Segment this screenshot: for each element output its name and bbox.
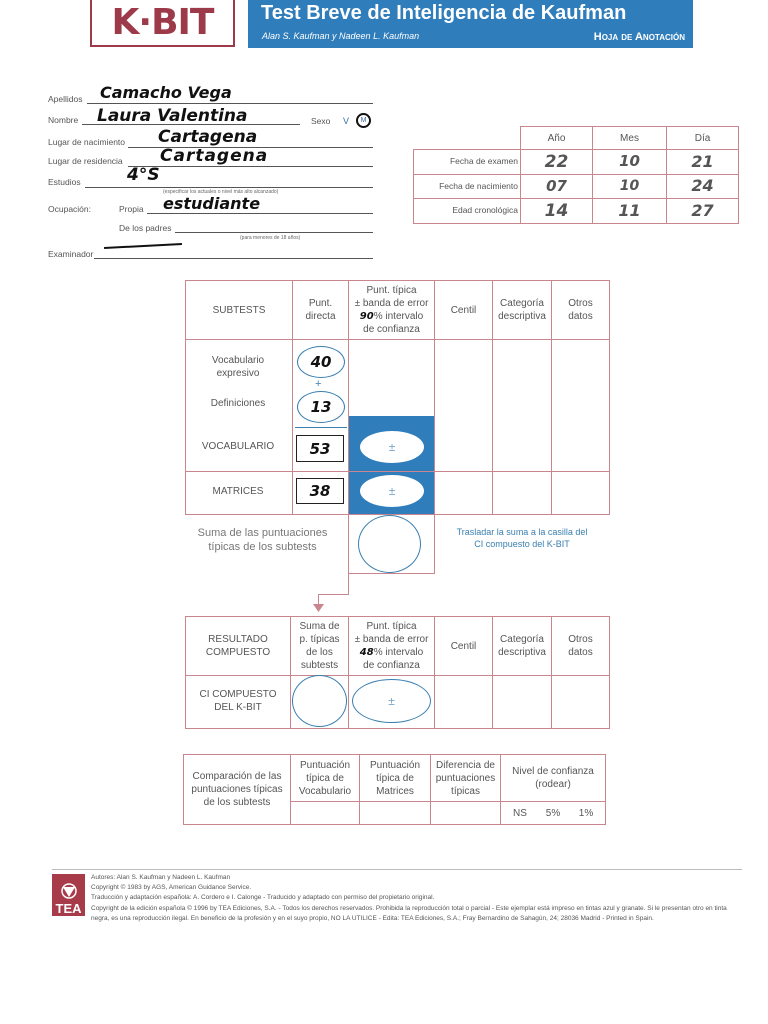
matrices-box[interactable] bbox=[296, 478, 344, 504]
fecha-nacimiento-ano: 07 bbox=[546, 176, 567, 195]
compuesto-header-otros: Otros datos bbox=[568, 634, 593, 658]
nivel-5-option[interactable]: 5% bbox=[545, 807, 561, 819]
footer-text bbox=[91, 873, 743, 924]
test-authors: Alan S. Kaufman y Nadeen L. Kaufman bbox=[262, 31, 420, 41]
estudios-label: Estudios bbox=[48, 177, 81, 187]
ocupacion-propia-label: Propia bbox=[119, 204, 144, 214]
kbit-logo bbox=[90, 0, 235, 47]
nivel-1-option[interactable]: 1% bbox=[578, 807, 594, 819]
tea-logo bbox=[52, 874, 85, 916]
header-subtests: SUBTESTS bbox=[212, 304, 266, 316]
definiciones-oval[interactable] bbox=[297, 391, 345, 423]
sexo-label: Sexo bbox=[311, 116, 331, 126]
header-punt-tipica: Punt. típica ± banda de error 90% intervalo de confianza bbox=[354, 285, 429, 335]
footer-divider bbox=[52, 869, 742, 870]
tea-logo-text: TEA bbox=[55, 901, 82, 916]
fecha-examen-label: Fecha de examen bbox=[449, 156, 518, 167]
ci-suma-circle[interactable] bbox=[292, 675, 347, 727]
nombre-label: Nombre bbox=[48, 115, 79, 125]
sexo-m-circled[interactable]: M bbox=[356, 113, 371, 128]
dates-header-ano: Año bbox=[547, 132, 566, 144]
nombre-value: Laura Valentina bbox=[97, 106, 248, 126]
dates-header-mes: Mes bbox=[620, 132, 639, 144]
lugar-residencia-value: Cartagena bbox=[160, 146, 269, 166]
edad-dia: 27 bbox=[691, 200, 714, 220]
definiciones-value: 13 bbox=[310, 398, 332, 416]
tea-emblem-icon bbox=[59, 883, 79, 899]
estudios-value: 4°S bbox=[127, 165, 160, 185]
fecha-nacimiento-dia: 24 bbox=[691, 176, 714, 196]
estudios-note: (especificar los actuales o nivel más alto alcanzado) bbox=[163, 189, 279, 195]
matrices-tipica-oval[interactable]: ± bbox=[360, 475, 424, 507]
ocupacion-note: (para menores de 18 años) bbox=[240, 235, 301, 241]
fecha-examen-ano: 22 bbox=[544, 151, 569, 172]
edad-cronologica-label: Edad cronológica bbox=[452, 205, 518, 216]
vocabulario-tipica-oval[interactable]: ± bbox=[360, 431, 424, 463]
header-otros: Otros datos bbox=[568, 298, 593, 322]
suma-circle[interactable] bbox=[358, 515, 421, 573]
comparacion-label: Comparación de las puntuaciones típicas de los subtests bbox=[191, 770, 283, 808]
lugar-residencia-label: Lugar de residencia bbox=[48, 156, 123, 166]
apellidos-label: Apellidos bbox=[48, 94, 83, 104]
vocab-expresivo-value: 40 bbox=[310, 353, 332, 371]
comparacion-col-nivel: Nivel de confianza (rodear) bbox=[512, 766, 594, 790]
ocupacion-label: Ocupación: bbox=[48, 204, 91, 214]
compuesto-header-categoria: Categoría descriptiva bbox=[498, 634, 546, 658]
lugar-nacimiento-value: Cartagena bbox=[158, 127, 258, 147]
lugar-nacimiento-label: Lugar de nacimiento bbox=[48, 137, 126, 147]
fecha-examen-mes: 10 bbox=[619, 152, 640, 171]
comparacion-col-matrices: Puntuación típica de Matrices bbox=[369, 759, 421, 797]
apellidos-value: Camacho Vega bbox=[100, 83, 232, 102]
header-suma-tipicas: Suma de p. típicas de los subtests bbox=[299, 621, 340, 671]
footer-authors: Autores: Alan S. Kaufman y Nadeen L. Kaufman bbox=[91, 874, 231, 881]
dates-header-dia: Día bbox=[694, 132, 711, 144]
comparacion-col-vocabulario: Puntuación típica de Vocabulario bbox=[298, 759, 352, 797]
matrices-value: 38 bbox=[309, 482, 331, 500]
kbit-logo-text: K·BIT bbox=[111, 2, 214, 43]
ci-compuesto-label: CI COMPUESTO DEL K-BIT bbox=[199, 689, 277, 713]
vocabulario-value: 53 bbox=[309, 439, 331, 458]
definiciones-label: Definiciones bbox=[210, 397, 266, 409]
footer-copyright-tea: Copyright de la edición española © 1996 by TEA Ediciones, S.A. - Todos los derechos reservados. Prohibida la reproducción total o parcial - Este ejemplar está impreso en tintas azul y granate. Si le presentan otro en tinta negra, es una reproducción ilegal. En beneficio de la profesión y en el suyo propio, NO LA UTILICE - Edita: TEA Ediciones, S.A.; Fray Bernardino de Sahagún, 24; 28036 Madrid - Printed in Spain. bbox=[91, 904, 727, 922]
footer-copyright-ags: Copyright © 1983 by AGS, American Guidance Service. bbox=[91, 884, 252, 892]
arrow-down-icon bbox=[313, 604, 324, 612]
sexo-v: V bbox=[343, 116, 350, 126]
trasladar-note: Trasladar la suma a la casilla del CI compuesto del K-BIT bbox=[456, 527, 588, 549]
ocupacion-padres-label: De los padres bbox=[119, 223, 172, 233]
header-banner bbox=[248, 0, 693, 48]
header-compuesto-tipica: Punt. típica ± banda de error 48% intervalo de confianza bbox=[354, 621, 429, 671]
compuesto-header-centil: Centil bbox=[450, 640, 477, 652]
vocabulario-label: VOCABULARIO bbox=[201, 440, 275, 452]
examinador-label: Examinador bbox=[48, 249, 94, 259]
header-categoria: Categoría descriptiva bbox=[498, 298, 546, 322]
edad-ano: 14 bbox=[544, 200, 569, 221]
edad-mes: 11 bbox=[618, 200, 641, 220]
footer-translation: Traducción y adaptación española: A. Cordero e I. Calonge - Traducido y adaptado con permiso del propietario original. bbox=[91, 894, 435, 902]
vocabulario-box[interactable] bbox=[296, 435, 344, 462]
examinador-signature-stroke bbox=[104, 243, 182, 249]
fecha-examen-dia: 21 bbox=[691, 151, 714, 171]
sheet-title: Hoja de Anotación bbox=[593, 31, 685, 43]
header-centil: Centil bbox=[450, 304, 477, 316]
matrices-label: MATRICES bbox=[212, 485, 264, 497]
suma-label: Suma de las puntuaciones típicas de los subtests bbox=[197, 526, 328, 553]
fecha-nacimiento-mes: 10 bbox=[619, 178, 640, 195]
header-resultado-compuesto: RESULTADO COMPUESTO bbox=[205, 634, 271, 658]
ocupacion-propia-value: estudiante bbox=[163, 194, 261, 213]
nivel-ns-option[interactable]: NS bbox=[513, 807, 527, 819]
ci-tipica-oval[interactable]: ± bbox=[352, 679, 431, 723]
header-punt-directa: Punt. directa bbox=[305, 298, 336, 322]
vocab-expresivo-oval[interactable] bbox=[297, 346, 345, 378]
confianza-pct-1: 90 bbox=[359, 311, 374, 322]
vocabulario-expresivo-label: Vocabulario expresivo bbox=[211, 355, 265, 379]
confianza-pct-2: 48 bbox=[359, 647, 374, 658]
test-title: Test Breve de Inteligencia de Kaufman bbox=[261, 2, 627, 24]
comparacion-col-diferencia: Diferencia de puntuaciones típicas bbox=[435, 759, 496, 797]
plus-sign: + bbox=[315, 378, 322, 390]
fecha-nacimiento-label: Fecha de nacimiento bbox=[439, 180, 518, 191]
